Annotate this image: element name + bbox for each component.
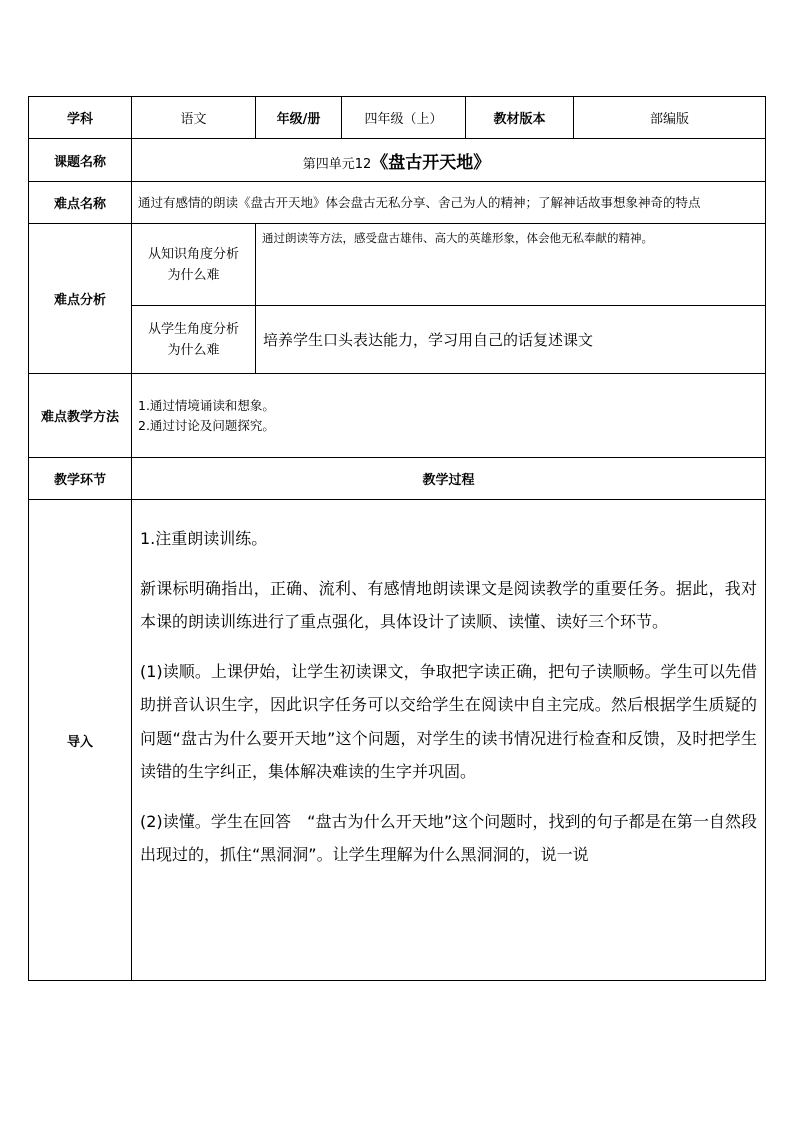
student-label-line2: 为什么难: [167, 342, 220, 358]
subject-value: 语文: [132, 97, 256, 139]
knowledge-angle-label: [132, 224, 256, 306]
intro-paragraph-1: 1.注重朗读训练。: [140, 529, 268, 548]
stage-header: 教学环节: [29, 458, 132, 500]
knowledge-label-line1: 从知识角度分析: [147, 246, 239, 262]
grade-value: 四年级（上）: [342, 97, 466, 139]
knowledge-label-line2: 为什么难: [167, 267, 220, 283]
row-process-header: [29, 458, 766, 500]
method-item-2: 2.通过讨论及问题探究。: [138, 417, 275, 433]
intro-process: [132, 500, 766, 981]
topic-prefix: 第四单元12: [302, 156, 372, 172]
intro-label: 导入: [29, 500, 132, 981]
difficulty-label: 难点名称: [29, 182, 132, 224]
student-label-line1: 从学生角度分析: [147, 321, 239, 337]
topic-title: 《盘古开天地》: [371, 152, 491, 173]
student-angle-text: 培养学生口头表达能力，学习用自己的话复述课文: [256, 306, 766, 374]
intro-process-clip: [140, 522, 757, 980]
analysis-label: 难点分析: [29, 224, 132, 374]
student-angle-label: [132, 306, 256, 374]
method-item-1: 1.通过情境诵读和想象。: [138, 397, 275, 413]
edition-label: 教材版本: [466, 97, 574, 139]
topic-cell: [132, 139, 766, 182]
row-subject: [29, 97, 766, 139]
subject-label: 学科: [29, 97, 132, 139]
difficulty-text: 通过有感情的朗读《盘古开天地》体会盘古无私分享、舍己为人的精神；了解神话故事想象神奇的特点: [132, 182, 766, 224]
topic-label: 课题名称: [29, 139, 132, 182]
edition-value: 部编版: [574, 97, 766, 139]
row-analysis-knowledge: [29, 224, 766, 306]
row-topic: [29, 139, 766, 182]
lesson-plan-table: [28, 96, 766, 981]
process-header: 教学过程: [132, 458, 766, 500]
methods-label: 难点教学方法: [29, 374, 132, 458]
row-analysis-student: [29, 306, 766, 374]
methods-text: [132, 374, 766, 458]
intro-paragraph-3: (1)读顺。上课伊始，让学生初读课文，争取把字读正确，把句子读顺畅。学生可以先借助拼音认识生字，因此识字任务可以交给学生在阅读中自主完成。然后根据学生质疑的问题“盘古为什么要开天地”这个问题，对学生的读书情况进行检查和反馈，及时把学生读错的生字纠正，集体解决难读的生字并巩固。: [140, 661, 757, 781]
grade-label: 年级/册: [256, 97, 342, 139]
row-difficulty: [29, 182, 766, 224]
row-methods: [29, 374, 766, 458]
intro-paragraph-2: 新课标明确指出，正确、流利、有感情地朗读课文是阅读教学的重要任务。据此，我对本课的朗读训练进行了重点强化，具体设计了读顺、读懂、读好三个环节。: [140, 578, 757, 631]
row-intro: [29, 500, 766, 981]
knowledge-angle-text: 通过朗读等方法，感受盘古雄伟、高大的英雄形象，体会他无私奉献的精神。: [256, 224, 766, 306]
intro-paragraph-4: (2)读懂。学生在回答 “盘古为什么开天地”这个问题时，找到的句子都是在第一自然段出现过的，抓住“黑洞洞”。让学生理解为什么黑洞洞的，说一说: [140, 811, 757, 864]
